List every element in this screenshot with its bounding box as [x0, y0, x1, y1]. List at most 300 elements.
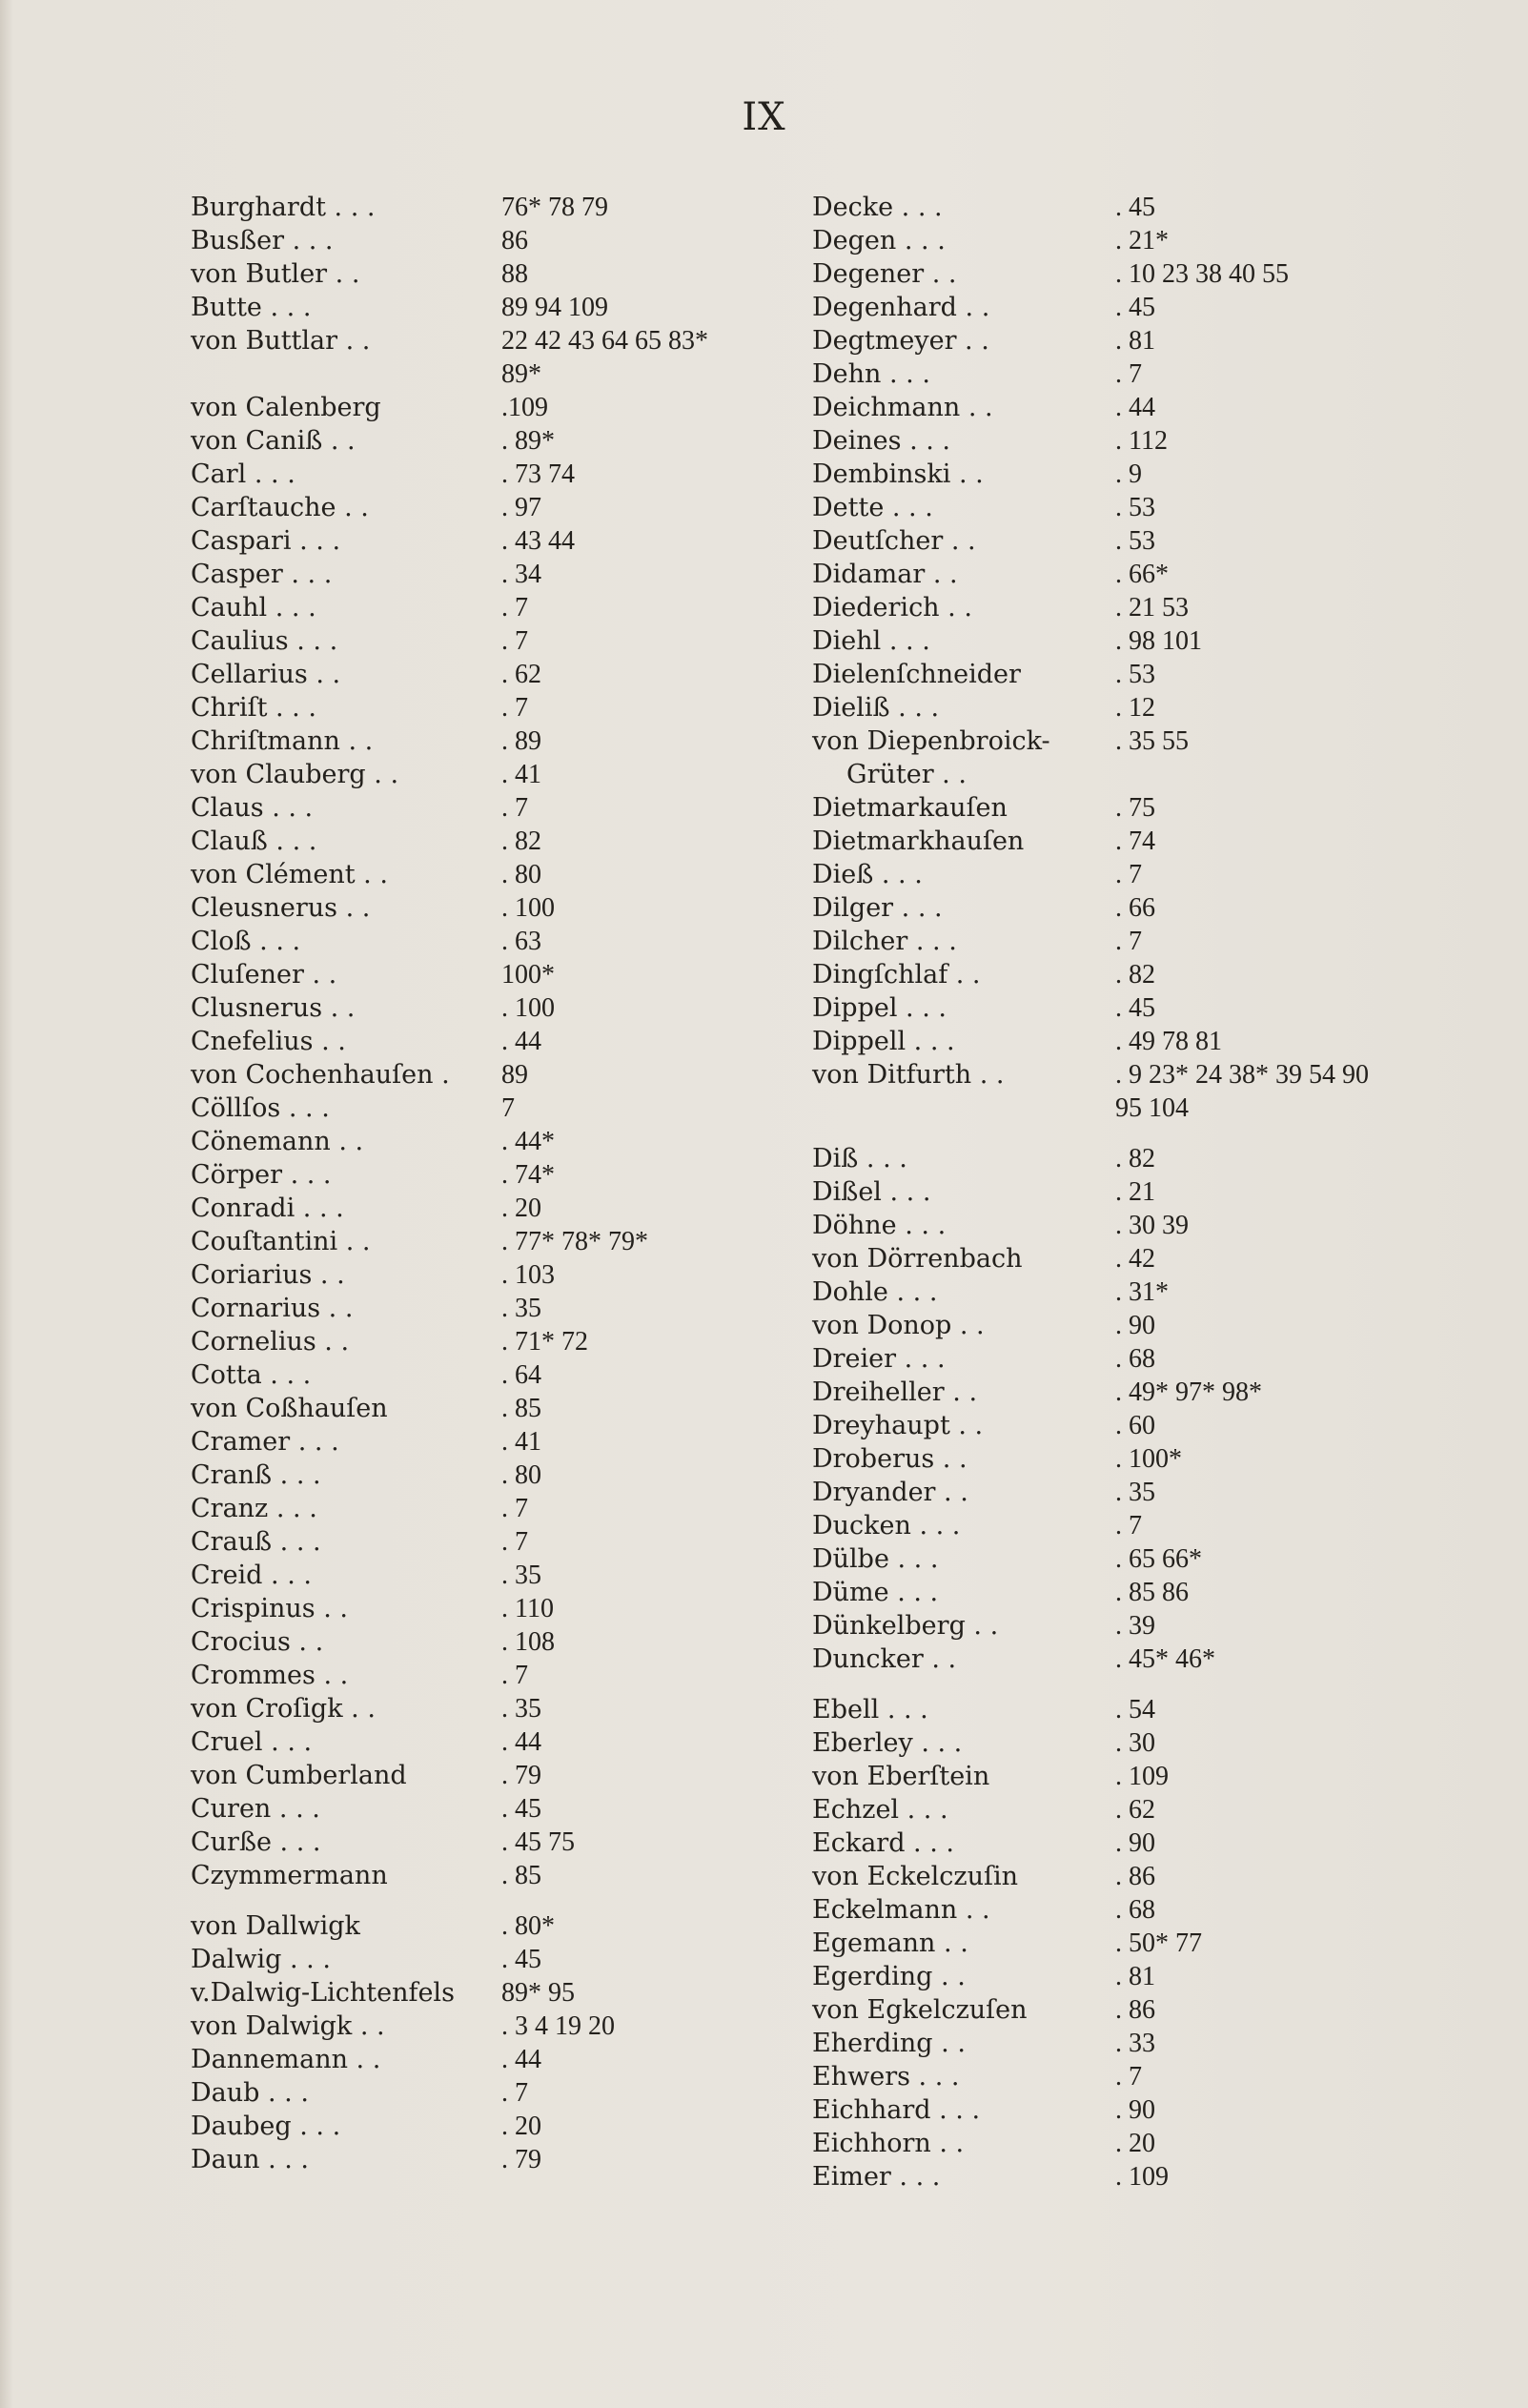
entry-name	[191, 391, 501, 424]
entry-page-numbers: . 44	[1115, 393, 1155, 422]
entry-name-text: Dippel . . .	[812, 993, 947, 1023]
entry-name	[812, 2060, 1115, 2093]
entry-name-text: Eckard . . .	[812, 1828, 954, 1858]
entry-name	[812, 1058, 1115, 1092]
entry-page-numbers: . 45	[1115, 293, 1155, 322]
index-entry	[812, 1142, 1479, 1175]
index-entry	[812, 424, 1479, 458]
entry-name-text: Eherding . .	[812, 2029, 966, 2058]
entry-name	[812, 691, 1115, 724]
entry-page-numbers: . 49* 97* 98*	[1115, 1377, 1262, 1407]
entry-name	[812, 2160, 1115, 2194]
entry-name-text: Carl . . .	[191, 459, 295, 489]
entry-name-text: Degtmeyer . .	[812, 326, 989, 356]
entry-name	[191, 491, 501, 524]
index-entry	[812, 1175, 1479, 1209]
entry-name	[191, 825, 501, 858]
index-entry	[191, 624, 763, 658]
index-entry	[812, 191, 1479, 224]
entry-name-text: Dietmarkhauſen	[812, 826, 1025, 856]
entry-name-text: Cranß . . .	[191, 1460, 321, 1490]
index-entry	[191, 1025, 763, 1058]
entry-page-numbers: . 42	[1115, 1244, 1155, 1274]
index-entry	[812, 791, 1479, 825]
entry-page-numbers: . 85	[501, 1394, 541, 1423]
entry-name	[812, 491, 1115, 524]
entry-page-numbers: . 108	[501, 1627, 555, 1657]
entry-name	[191, 2043, 501, 2076]
entry-page-numbers: 100*	[501, 960, 555, 990]
entry-page-numbers: . 60	[1115, 1411, 1155, 1440]
entry-page-numbers: .109	[501, 393, 548, 422]
index-entry	[191, 257, 763, 291]
entry-name-text: Claus . . .	[191, 793, 314, 823]
entry-name-text: Crocius . .	[191, 1627, 324, 1657]
entry-name	[191, 624, 501, 658]
entry-page-numbers: . 74	[1115, 826, 1155, 856]
entry-name	[191, 257, 501, 291]
entry-page-numbers: . 110	[501, 1594, 554, 1623]
entry-page-numbers: . 68	[1115, 1344, 1155, 1374]
entry-name	[812, 1576, 1115, 1609]
entry-name	[812, 1409, 1115, 1442]
entry-page-numbers: . 109	[1115, 1762, 1169, 1791]
entry-name-text: Clauß . . .	[191, 826, 317, 856]
entry-name-text: Cloß . . .	[191, 927, 301, 956]
entry-name-text: von Clément . .	[191, 860, 388, 889]
entry-page-numbers: . 43 44	[501, 526, 575, 556]
entry-name	[191, 1909, 501, 1943]
index-entry	[191, 2110, 763, 2143]
entry-page-numbers: . 21 53	[1115, 593, 1189, 622]
entry-name-text: Crispinus . .	[191, 1594, 348, 1623]
entry-page-numbers: . 81	[1115, 1962, 1155, 1991]
index-entry	[812, 1476, 1479, 1509]
entry-name	[812, 357, 1115, 391]
entry-name-text: Droberus . .	[812, 1444, 968, 1474]
entry-page-numbers: . 45 75	[501, 1827, 575, 1857]
entry-name-text: Degen . . .	[812, 226, 946, 255]
index-entry	[812, 491, 1479, 524]
entry-name	[191, 758, 501, 791]
entry-name-text: Deutſcher . .	[812, 526, 976, 556]
entry-page-numbers: . 35	[501, 1694, 541, 1724]
entry-page-numbers: . 86	[1115, 1862, 1155, 1891]
entry-name	[812, 1476, 1115, 1509]
entry-name-text: Creid . . .	[191, 1561, 312, 1590]
entry-name	[812, 858, 1115, 891]
entry-name-text: Dreier . . .	[812, 1344, 946, 1374]
index-entry	[812, 1509, 1479, 1542]
entry-page-numbers: . 82	[501, 826, 541, 856]
index-column-left	[191, 191, 763, 2176]
index-entry	[812, 1609, 1479, 1643]
entry-name-text: Deines . . .	[812, 426, 950, 456]
entry-name	[812, 2027, 1115, 2060]
entry-page-numbers: . 66	[1115, 893, 1155, 923]
entry-name	[812, 1209, 1115, 1242]
entry-name	[191, 1058, 501, 1092]
entry-name	[191, 1325, 501, 1358]
entry-name-text: Czymmermann	[191, 1861, 388, 1890]
entry-page-numbers: . 62	[501, 660, 541, 689]
entry-name	[191, 1258, 501, 1292]
entry-name-text: von Ditfurth . .	[812, 1060, 1005, 1090]
entry-name	[812, 1142, 1115, 1175]
entry-name-text: von Caniß . .	[191, 426, 356, 456]
entry-page-numbers: . 65 66*	[1115, 1544, 1202, 1574]
entry-name-text: Ehwers . . .	[812, 2062, 960, 2092]
index-entry	[191, 1459, 763, 1492]
entry-name-text: von Buttlar . .	[191, 326, 371, 356]
index-entry	[812, 1209, 1479, 1242]
entry-name	[812, 2093, 1115, 2127]
entry-name-text: Ducken . . .	[812, 1511, 961, 1541]
entry-name	[191, 191, 501, 224]
entry-page-numbers: . 53	[1115, 660, 1155, 689]
entry-page-numbers: . 100*	[1115, 1444, 1182, 1474]
entry-name-text: Dilcher . . .	[812, 927, 957, 956]
entry-page-numbers: . 35	[501, 1561, 541, 1590]
index-entry	[812, 691, 1479, 724]
entry-name-text: von Butler . .	[191, 259, 360, 289]
index-entry	[191, 1625, 763, 1659]
index-entry	[191, 1492, 763, 1525]
entry-name-text: von Coßhauſen	[191, 1394, 388, 1423]
entry-page-numbers: . 82	[1115, 1144, 1155, 1173]
entry-name-text: Cellarius . .	[191, 660, 341, 689]
entry-name-text: Deichmann . .	[812, 393, 993, 422]
entry-name-text: Chriſt . . .	[191, 693, 316, 723]
index-entry	[191, 1659, 763, 1692]
entry-name	[191, 591, 501, 624]
entry-name	[812, 1826, 1115, 1860]
entry-name-text: von Egkelczuſen	[812, 1995, 1028, 2025]
entry-page-numbers: . 31*	[1115, 1277, 1169, 1307]
index-entry	[812, 1927, 1479, 1960]
index-entry	[812, 825, 1479, 858]
entry-name-text: Curen . . .	[191, 1794, 320, 1824]
entry-name	[191, 1826, 501, 1859]
index-entry	[191, 1158, 763, 1192]
index-entry	[191, 1909, 763, 1943]
entry-name-text: Caspari . . .	[191, 526, 341, 556]
entry-name-text: Dembinski . .	[812, 459, 984, 489]
entry-name-text: von Dallwigk	[191, 1911, 360, 1941]
entry-page-numbers: . 89*	[501, 426, 555, 456]
entry-name	[191, 324, 501, 357]
index-entry	[191, 1425, 763, 1459]
entry-page-numbers: . 20	[501, 2112, 541, 2141]
index-entry	[191, 191, 763, 224]
entry-page-numbers: . 97	[501, 493, 541, 522]
index-entry	[191, 224, 763, 257]
index-entry	[191, 524, 763, 558]
entry-name-text: Cranz . . .	[191, 1494, 317, 1523]
entry-name	[191, 1358, 501, 1392]
entry-name	[812, 224, 1115, 257]
entry-page-numbers: . 68	[1115, 1895, 1155, 1925]
entry-name-continuation: Grüter . .	[846, 760, 967, 789]
index-entry	[191, 825, 763, 858]
index-entry	[191, 2076, 763, 2110]
entry-name-text: Cramer . . .	[191, 1427, 339, 1457]
index-entry	[812, 925, 1479, 958]
entry-page-numbers: . 7	[501, 693, 528, 723]
entry-name-text: Cöllſos . . .	[191, 1093, 330, 1123]
entry-name	[191, 1559, 501, 1592]
entry-name	[191, 724, 501, 758]
entry-name-text: Cörper . . .	[191, 1160, 332, 1190]
index-entry	[812, 1442, 1479, 1476]
entry-page-numbers: . 9	[1115, 459, 1142, 489]
entry-name	[812, 1442, 1115, 1476]
index-entry	[191, 1125, 763, 1158]
entry-name-text: Caulius . . .	[191, 626, 338, 656]
entry-name	[191, 925, 501, 958]
entry-page-numbers: . 33	[1115, 2029, 1155, 2058]
index-entry	[191, 691, 763, 724]
entry-name	[812, 591, 1115, 624]
entry-page-numbers: . 81	[1115, 326, 1155, 356]
entry-page-numbers: . 10 23 38 40 55	[1115, 259, 1289, 289]
entry-name-text: Cornelius . .	[191, 1327, 350, 1357]
index-entry	[812, 891, 1479, 925]
index-entry	[812, 991, 1479, 1025]
index-entry	[191, 1559, 763, 1592]
entry-name-text: von Cumberland	[191, 1761, 407, 1790]
entry-page-numbers: . 7	[1115, 860, 1142, 889]
entry-page-numbers: . 9 23* 24 38* 39 54 90 95 104	[1115, 1060, 1369, 1123]
entry-name-text: Dalwig . . .	[191, 1945, 331, 1974]
index-entry	[191, 791, 763, 825]
entry-name-text: von Eckelczuſin	[812, 1862, 1019, 1891]
entry-name-text: Carſtauche . .	[191, 493, 369, 522]
entry-name	[812, 2127, 1115, 2160]
entry-name	[812, 424, 1115, 458]
entry-page-numbers: . 30	[1115, 1728, 1155, 1758]
index-entry	[191, 591, 763, 624]
entry-page-numbers: . 34	[501, 560, 541, 589]
entry-page-numbers: . 45	[1115, 993, 1155, 1023]
index-entry	[191, 1325, 763, 1358]
entry-name	[812, 1376, 1115, 1409]
entry-name	[191, 2010, 501, 2043]
entry-name	[191, 1725, 501, 1759]
entry-page-numbers: . 71* 72	[501, 1327, 588, 1357]
entry-page-numbers: . 7	[501, 626, 528, 656]
entry-name-text: Cruel . . .	[191, 1727, 313, 1757]
entry-name	[812, 925, 1115, 958]
entry-name	[812, 624, 1115, 658]
entry-page-numbers: . 7	[501, 1494, 528, 1523]
index-column-right	[812, 191, 1479, 2194]
entry-name	[812, 1643, 1115, 1676]
entry-page-numbers: . 85 86	[1115, 1578, 1189, 1607]
entry-name	[812, 1309, 1115, 1342]
index-entry	[812, 1409, 1479, 1442]
entry-page-numbers: . 7	[1115, 359, 1142, 389]
entry-page-numbers: . 45	[501, 1794, 541, 1824]
index-entry	[812, 1793, 1479, 1826]
entry-page-numbers: . 41	[501, 760, 541, 789]
entry-name-text: Dohle . . .	[812, 1277, 938, 1307]
entry-page-numbers: . 89	[501, 726, 541, 756]
index-entry	[812, 324, 1479, 357]
entry-page-numbers: . 80	[501, 860, 541, 889]
index-entry	[191, 1058, 763, 1092]
index-entry	[812, 2027, 1479, 2060]
entry-name	[191, 1125, 501, 1158]
index-entry	[812, 2093, 1479, 2127]
entry-name	[191, 1525, 501, 1559]
index-entry	[812, 1860, 1479, 1893]
entry-name	[191, 1225, 501, 1258]
entry-name	[812, 1793, 1115, 1826]
entry-name	[812, 1609, 1115, 1643]
index-entry	[812, 1826, 1479, 1860]
index-entry	[191, 1725, 763, 1759]
index-entry	[812, 1960, 1479, 1993]
entry-name	[191, 1092, 501, 1125]
index-entry	[812, 1309, 1479, 1342]
entry-name-text: Dieliß . . .	[812, 693, 940, 723]
entry-name	[812, 257, 1115, 291]
entry-name	[191, 1859, 501, 1892]
index-entry	[812, 1342, 1479, 1376]
entry-page-numbers: . 7	[501, 1661, 528, 1690]
entry-name-text: Dilger . . .	[812, 893, 943, 923]
entry-name-text: Echzel . . .	[812, 1795, 948, 1825]
entry-name	[812, 658, 1115, 691]
entry-page-numbers: . 63	[501, 927, 541, 956]
index-entry	[812, 2060, 1479, 2093]
entry-name-text: Cauhl . . .	[191, 593, 316, 622]
entry-page-numbers: . 98 101	[1115, 626, 1202, 656]
entry-page-numbers: . 74*	[501, 1160, 555, 1190]
entry-name-text: Couſtantini . .	[191, 1227, 371, 1256]
entry-page-numbers: . 64	[501, 1360, 541, 1390]
entry-name	[812, 458, 1115, 491]
entry-name	[191, 1459, 501, 1492]
entry-page-numbers: . 75	[1115, 793, 1155, 823]
entry-page-numbers: . 35 55	[1115, 726, 1189, 756]
entry-page-numbers: 89	[501, 1060, 528, 1090]
entry-name-text: von Diepenbroick-	[812, 726, 1050, 756]
entry-name	[812, 558, 1115, 591]
entry-name-text: Dieß . . .	[812, 860, 923, 889]
entry-name	[191, 1192, 501, 1225]
index-entry	[812, 858, 1479, 891]
entry-page-numbers: 7	[501, 1093, 515, 1123]
index-entry	[191, 2143, 763, 2176]
index-entry	[191, 925, 763, 958]
entry-name-text: von Cochenhauſen .	[191, 1060, 450, 1090]
entry-page-numbers: 89* 95	[501, 1978, 575, 2008]
entry-name-text: Busßer . . .	[191, 226, 334, 255]
entry-page-numbers: . 44	[501, 1027, 541, 1056]
entry-name-text: Döhne . . .	[812, 1211, 947, 1240]
index-entry	[191, 758, 763, 791]
index-entry	[812, 1576, 1479, 1609]
entry-name	[191, 1792, 501, 1826]
index-entry	[812, 1993, 1479, 2027]
entry-name-text: Dannemann . .	[191, 2045, 381, 2074]
entry-name-text: Diederich . .	[812, 593, 972, 622]
index-entry	[191, 291, 763, 324]
entry-name-text: von Clauberg . .	[191, 760, 399, 789]
entry-name	[191, 1592, 501, 1625]
entry-name	[191, 1158, 501, 1192]
index-entry	[812, 1726, 1479, 1760]
index-entry	[812, 1760, 1479, 1793]
entry-name	[191, 424, 501, 458]
entry-page-numbers: 76* 78 79	[501, 193, 608, 222]
entry-page-numbers: . 53	[1115, 526, 1155, 556]
entry-page-numbers: . 112	[1115, 426, 1168, 456]
entry-name-text: Eberley . . .	[812, 1728, 963, 1758]
entry-name-text: von Croſigk . .	[191, 1694, 376, 1724]
entry-page-numbers: . 103	[501, 1260, 555, 1290]
entry-name	[191, 791, 501, 825]
index-entry	[191, 1943, 763, 1976]
entry-name	[191, 1392, 501, 1425]
entry-name	[191, 224, 501, 257]
index-entry	[191, 958, 763, 991]
entry-name-text: Dielenſchneider	[812, 660, 1021, 689]
entry-name-text: Butte . . .	[191, 293, 312, 322]
entry-name-text: Didamar . .	[812, 560, 958, 589]
entry-name-text: Egerding . .	[812, 1962, 966, 1991]
entry-name-text: Eichhorn . .	[812, 2129, 965, 2158]
index-entry	[812, 958, 1479, 991]
entry-page-numbers: . 109	[1115, 2162, 1169, 2192]
entry-page-numbers: . 80*	[501, 1911, 555, 1941]
entry-page-numbers: . 73 74	[501, 459, 575, 489]
entry-page-numbers: . 45* 46*	[1115, 1644, 1215, 1674]
index-entry	[812, 224, 1479, 257]
entry-page-numbers: 89 94 109	[501, 293, 608, 322]
index-entry	[812, 1893, 1479, 1927]
entry-page-numbers: . 50* 77	[1115, 1928, 1202, 1958]
entry-name-text: Cnefelius . .	[191, 1027, 346, 1056]
entry-page-numbers: . 39	[1115, 1611, 1155, 1641]
entry-name	[191, 991, 501, 1025]
entry-name-text: von Dalwigk . .	[191, 2011, 385, 2041]
entry-name-text: von Donop . .	[812, 1311, 985, 1340]
entry-name-text: Burghardt . . .	[191, 193, 376, 222]
entry-name	[812, 1760, 1115, 1793]
entry-name	[191, 1759, 501, 1792]
entry-name	[191, 1292, 501, 1325]
index-entry	[812, 1693, 1479, 1726]
entry-name	[812, 1726, 1115, 1760]
entry-name	[812, 524, 1115, 558]
entry-name	[812, 791, 1115, 825]
entry-name	[191, 1625, 501, 1659]
entry-page-numbers: . 100	[501, 993, 555, 1023]
entry-page-numbers: 22 42 43 64 65 83* 89*	[501, 326, 708, 389]
entry-name-text: Crauß . . .	[191, 1527, 321, 1557]
entry-name	[191, 2143, 501, 2176]
index-entry	[812, 357, 1479, 391]
entry-name	[191, 658, 501, 691]
entry-name	[812, 1275, 1115, 1309]
entry-page-numbers: . 100	[501, 893, 555, 923]
entry-name-text: Curße . . .	[191, 1827, 321, 1857]
entry-name-text: Eichhard . . .	[812, 2095, 981, 2125]
entry-name	[812, 1693, 1115, 1726]
